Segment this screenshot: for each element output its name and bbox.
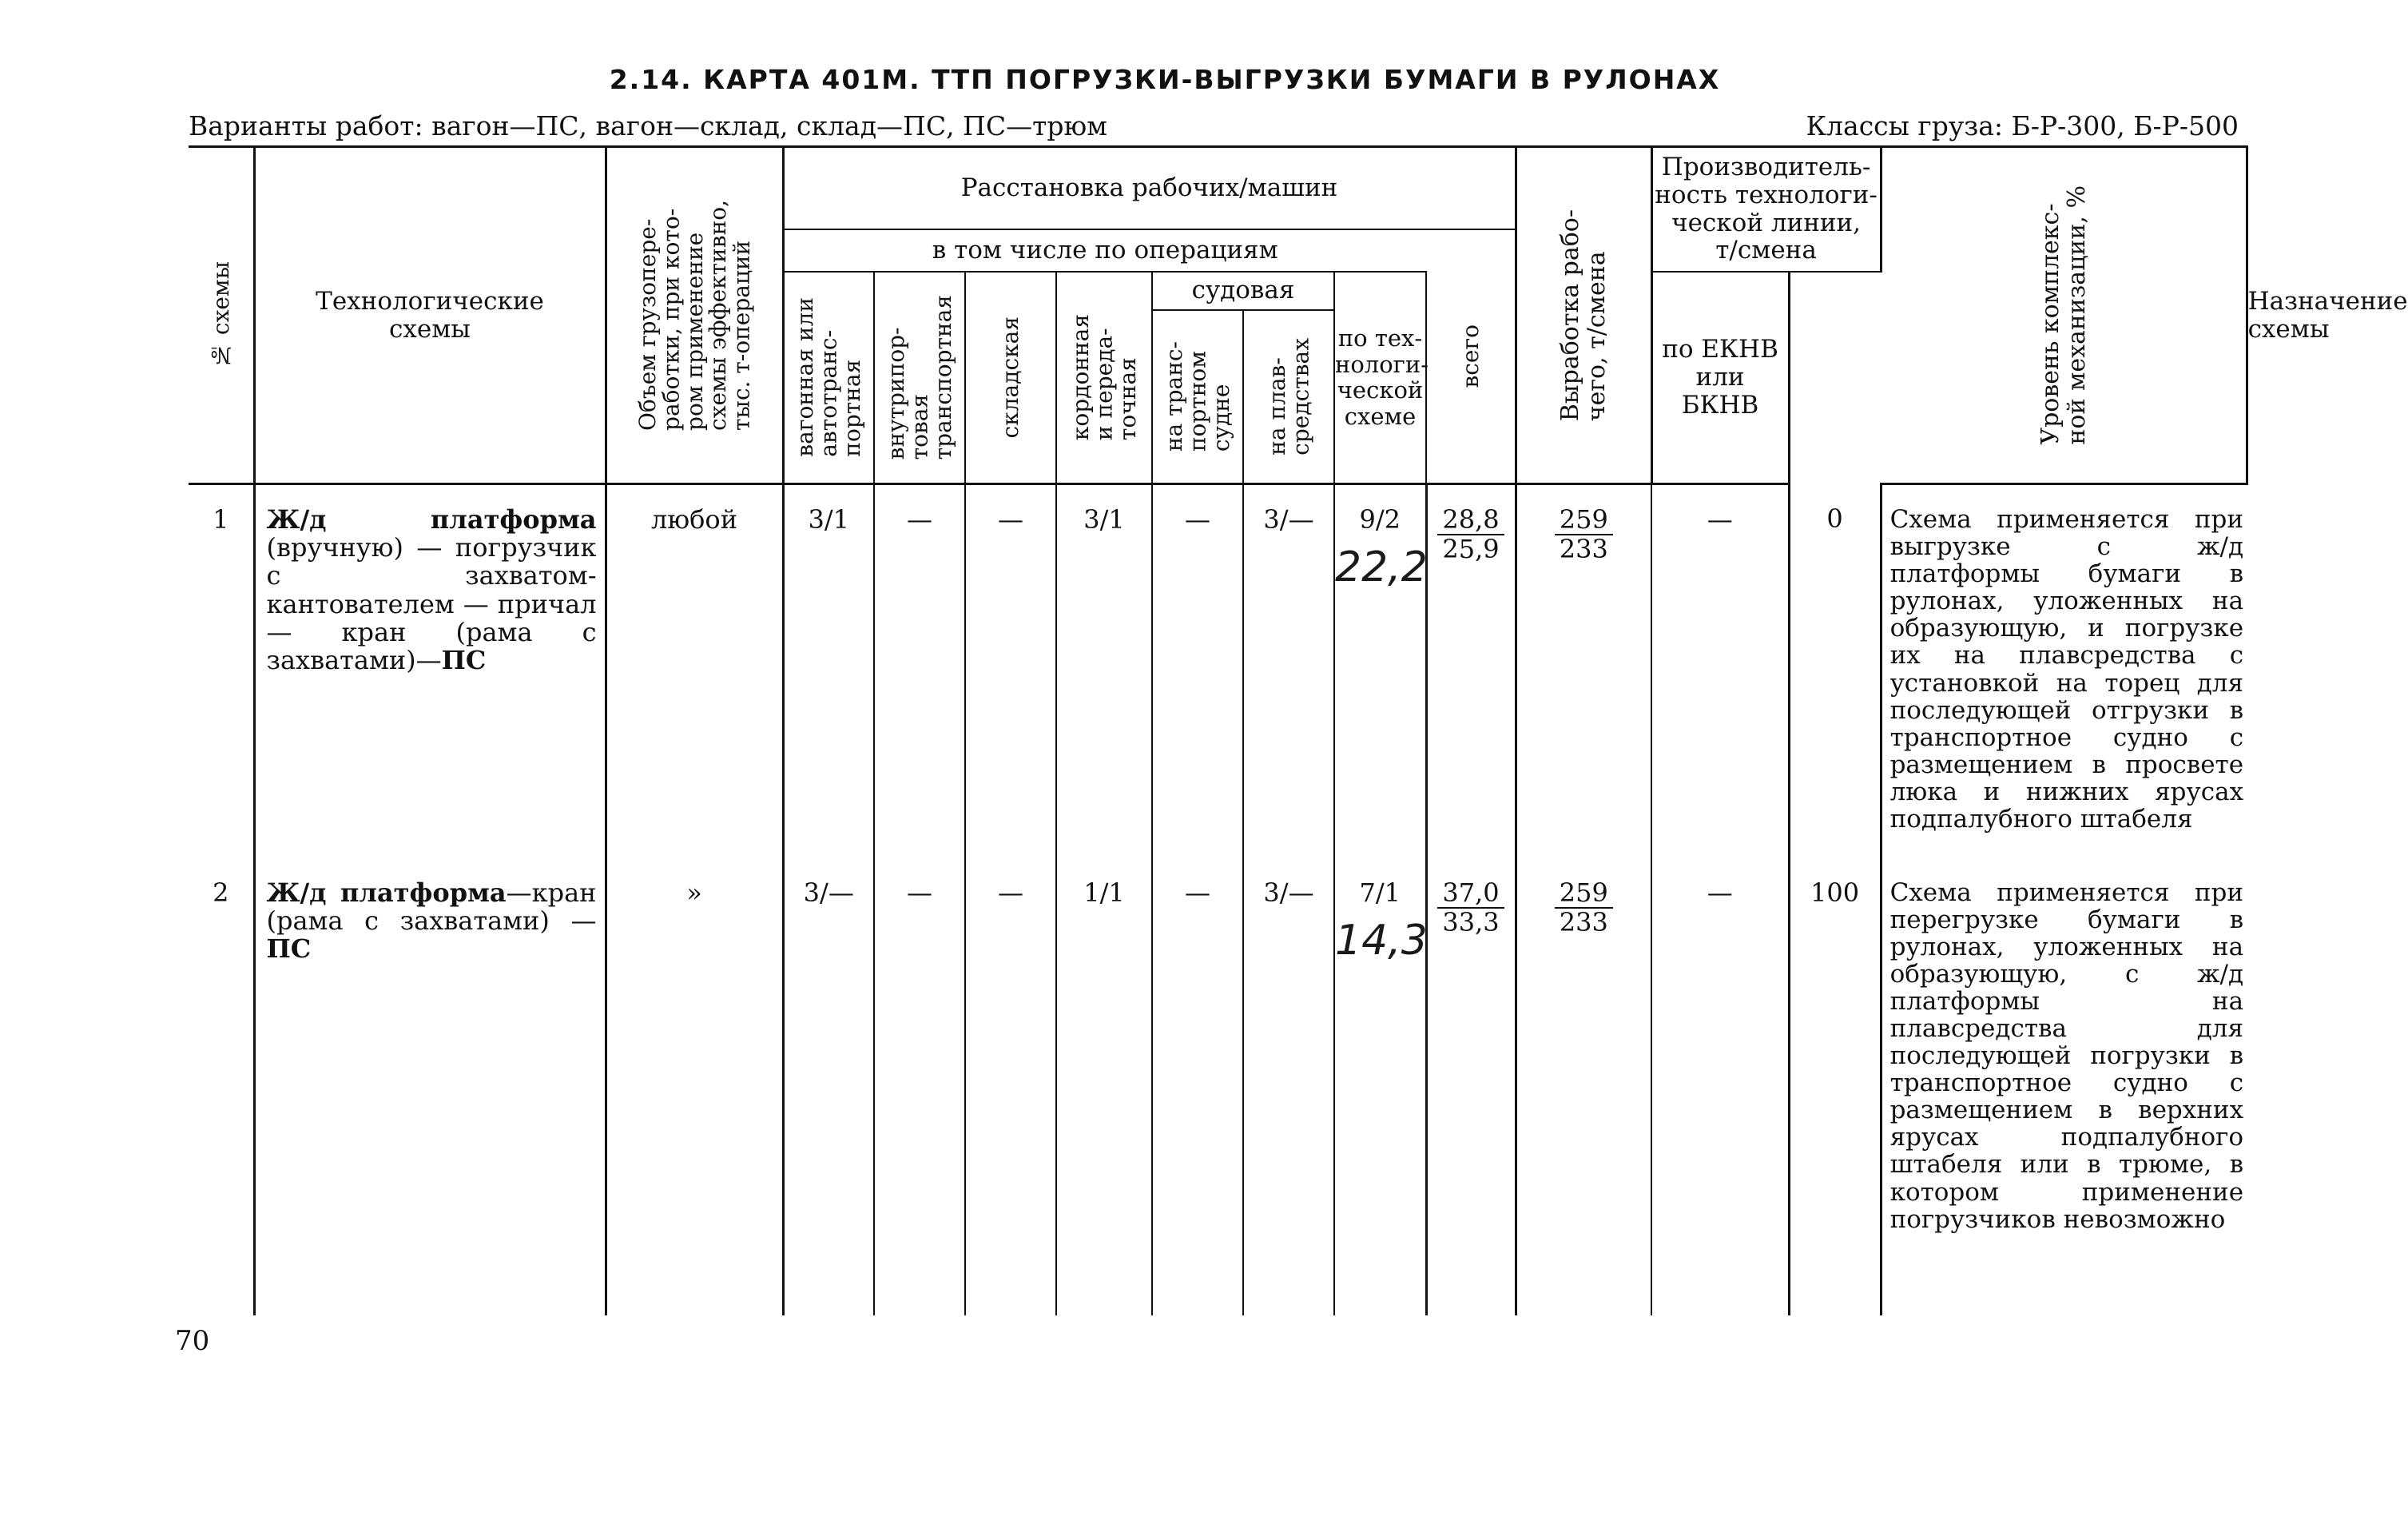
row-number: 2 — [189, 858, 254, 1315]
header-mechanization: Уровень комплекс- ной механизации, % — [1881, 147, 2247, 484]
productivity-scheme-value: $\frac{259}{233}$ — [1516, 484, 1651, 858]
productivity-eknv-value: — — [1651, 858, 1789, 1315]
warehouse-value: — — [965, 484, 1056, 858]
scheme-description: Ж/д платформа—кран (рама с захватами) —ПС — [254, 858, 606, 1315]
floating-value: 3/— — [1243, 484, 1334, 858]
header-schemes: Технологические схемы — [254, 147, 606, 484]
internal-value: — — [874, 858, 965, 1315]
page-title: 2.14. КАРТА 401М. ТТП ПОГРУЗКИ-ВЫГРУЗКИ БУМАГИ В РУЛОНАХ — [609, 64, 1721, 95]
header-ship: судовая — [1152, 272, 1334, 310]
header-wagon: вагонная или автотранс- портная — [783, 272, 874, 484]
mechanization-value: 0 — [1789, 484, 1881, 858]
handwritten-note: 14,3 — [1335, 916, 1428, 965]
header-scheme-number: № схемы — [189, 147, 254, 484]
page-number: 70 — [175, 1325, 210, 1357]
total-value — [1334, 484, 1426, 858]
total-printed: 7/1 — [1359, 877, 1401, 908]
cordon-value: 3/1 — [1056, 484, 1152, 858]
header-row-1: № схемы Технологические схемы Объем грузопере- работки, при кото- ром применение схемы эффективно, тыс. т-операций Расстановка рабочих/машин Выработка рабо- чего, т/смена Производитель- ность технологи- ческой линии, т/смена Уровень комплекс- ной механизации, % Назначение схемы — [189, 147, 2247, 229]
mechanization-value: 100 — [1789, 858, 1881, 1315]
total-value — [1334, 858, 1426, 1315]
header-on-transport-ship: на транс- портном судне — [1152, 310, 1243, 484]
volume-value: » — [606, 858, 783, 1315]
header-by-eknv: по ЕКНВ или БКНВ — [1651, 272, 1789, 484]
header-warehouse: складская — [965, 272, 1056, 484]
output-value: $\frac{28,8}{25,9}$ — [1426, 484, 1516, 858]
volume-value: любой — [606, 484, 783, 858]
scheme-description: Ж/д платформа (вручную) — погрузчик с захватом-кантователем — причал — кран (рама с захватами)—ПС — [254, 484, 606, 858]
cordon-value: 1/1 — [1056, 858, 1152, 1315]
table-row — [189, 858, 2247, 1315]
header-productivity: Производитель- ность технологи- ческой линии, т/смена — [1651, 147, 1881, 272]
work-variants: Варианты работ: вагон—ПС, вагон—склад, склад—ПС, ПС—трюм — [189, 110, 1107, 141]
wagon-value: 3/1 — [783, 484, 874, 858]
header-output: Выработка рабо- чего, т/смена — [1516, 147, 1651, 484]
header-volume: Объем грузопере- работки, при кото- ром применение схемы эффективно, тыс. т-операций — [606, 147, 783, 484]
header-on-floating: на плав- средствах — [1243, 310, 1334, 484]
total-printed: 9/2 — [1359, 504, 1401, 535]
tech-scheme-table — [189, 145, 2408, 1315]
header-including-operations: в том числе по операциям — [783, 229, 1426, 272]
transport-ship-value: — — [1152, 484, 1243, 858]
handwritten-note: 22,2 — [1335, 543, 1428, 592]
header-cordon: кордонная и переда- точная — [1056, 272, 1152, 484]
header-internal: внутрипор- товая транспортная — [874, 272, 965, 484]
header-by-scheme: по тех- нологи- ческой схеме — [1334, 272, 1426, 484]
wagon-value: 3/— — [783, 858, 874, 1315]
output-value: $\frac{37,0}{33,3}$ — [1426, 858, 1516, 1315]
internal-value: — — [874, 484, 965, 858]
productivity-scheme-value: $\frac{259}{233}$ — [1516, 858, 1651, 1315]
header-placement: Расстановка рабочих/машин — [783, 147, 1516, 229]
transport-ship-value: — — [1152, 858, 1243, 1315]
cargo-classes: Классы груза: Б-Р-300, Б-Р-500 — [1806, 110, 2239, 141]
purpose-text: Схема применяется при перегрузке бумаги в рулонах, уложенных на образующую, с ж/д платформы на плавсредства для последующей погрузки в транспортное судно с размещением в верхних ярусах подпалубного штабеля или в трюме, в котором применение погрузчиков невозможно — [1889, 877, 2244, 1234]
table-row — [189, 484, 2247, 858]
warehouse-value: — — [965, 858, 1056, 1315]
row-number: 1 — [189, 484, 254, 858]
productivity-eknv-value: — — [1651, 484, 1789, 858]
floating-value: 3/— — [1243, 858, 1334, 1315]
header-total: всего — [1426, 229, 1516, 484]
purpose-text: Схема применяется при выгрузке с ж/д платформы бумаги в рулонах, уложенных на образующую, и погрузке их на плавсредства с установкой на торец для последующей отгрузки в транспортное судно с размещением в просвете люка и нижних ярусах подпалубного штабеля — [1889, 505, 2244, 834]
